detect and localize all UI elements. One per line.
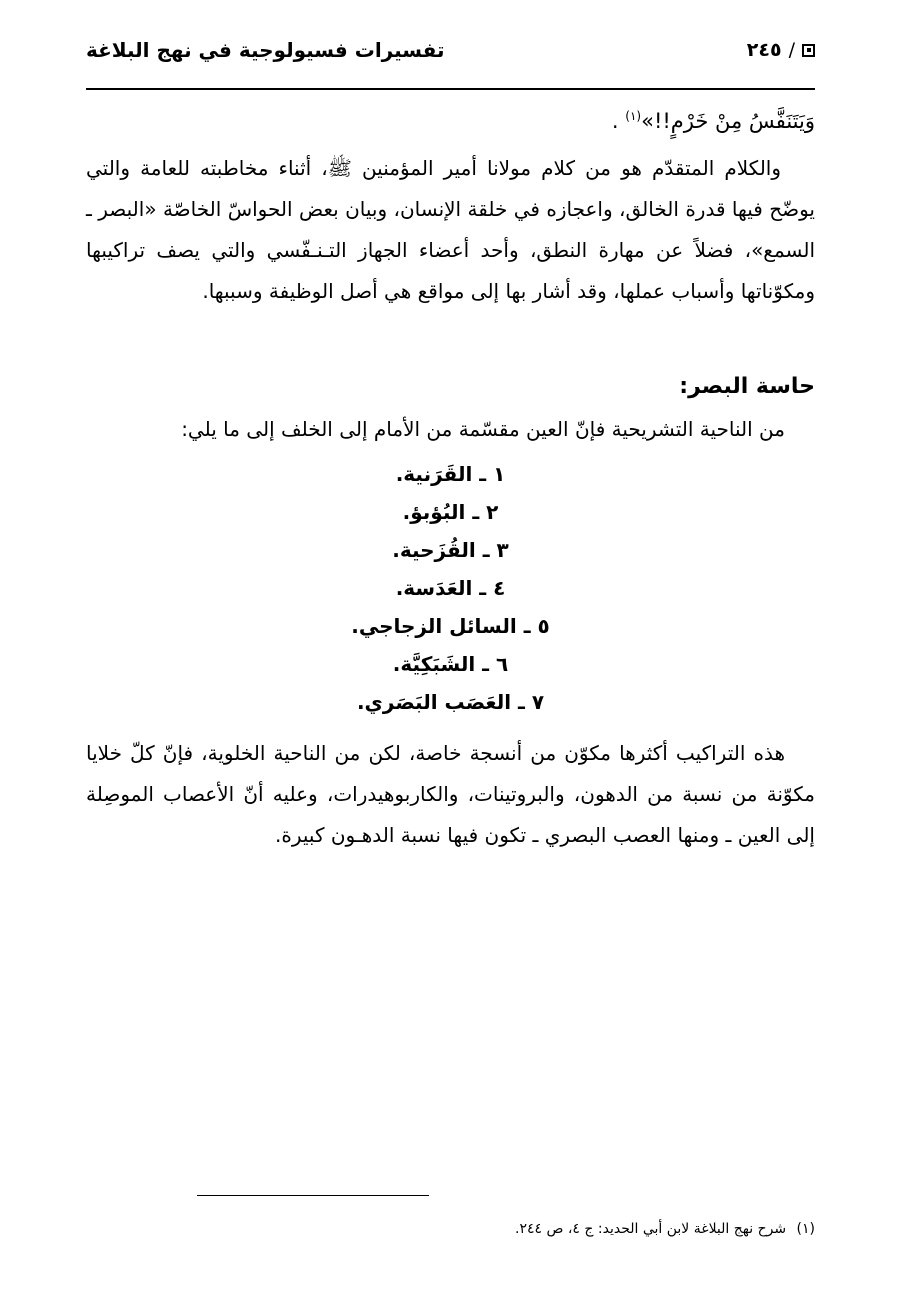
header-page-number: ٢٤٥ xyxy=(746,39,782,61)
section-heading-vision: حاسة البصر: xyxy=(679,373,815,399)
paragraph-two: هذه التراكيب أكثرها مكوّن من أنسجة خاصة، لكن من الناحية الخلوية، فإنّ كلّ خلايا مكوّنة من نسبة من الدهون، والبروتينات، والكاربوهيدرات، وعليه أنّ الأعصاب الموصِلة إلى العين ـ ومنها العصب البصري ـ تكون فيها نسبة الدهـون كبيرة. xyxy=(86,740,815,847)
section-intro-line: من الناحية التشريحية فإنّ العين مقسّمة من الأمام إلى الخلف إلى ما يلي: xyxy=(181,416,785,441)
quote-line xyxy=(86,104,815,140)
list-item: ٦ ـ الشَبَكِيَّة. xyxy=(392,651,509,676)
footnote-reference: (١) xyxy=(625,109,642,123)
quote-text: وَيَتَنَفَّسُ مِنْ خَرْمٍ!!» xyxy=(641,109,815,133)
page-content xyxy=(86,104,815,856)
header-book-title: تفسيرات فسيولوجية في نهج البلاغة xyxy=(86,38,445,62)
footnote-area xyxy=(96,1218,815,1240)
list-item: ٧ ـ العَصَب البَصَري. xyxy=(356,689,545,714)
paragraph-one: والكلام المتقدّم هو من كلام مولانا أمير المؤمنين ﷺ، أثناء مخاطبته للعامة والتي يوضّح فيها قدرة الخالق، واعجازه في خلقة الإنسان، وبيان بعض الحواسّ الخاصّة «البصر ـ السمع»، فضلاً عن مهارة النطق، وأحد أعضاء الجهاز التـنـفّسي والتي يصف تراكيبها ومكوّناتها وأسباب عملها، وقد أشار بها إلى مواقع هي أصل الوظيفة وسببها. xyxy=(86,155,815,303)
list-item: ١ ـ القَرَنية. xyxy=(395,461,506,486)
list-item: ٣ ـ القُزَحية. xyxy=(392,537,509,562)
footnote-divider xyxy=(197,1195,429,1196)
list-item: ٤ ـ العَدَسة. xyxy=(395,575,506,600)
eye-parts-list xyxy=(86,455,815,721)
page-header xyxy=(86,38,815,62)
footnote-mark: (١) xyxy=(796,1220,815,1237)
header-divider xyxy=(86,88,815,90)
list-item: ٥ ـ السائل الزجاجي. xyxy=(351,613,550,638)
header-separator: / xyxy=(788,39,795,61)
list-item: ٢ ـ البُؤبؤ. xyxy=(402,499,499,524)
footnote-text: شرح نهج البلاغة لابن أبي الحديد: ج ٤، ص ٢٤٤. xyxy=(515,1220,787,1237)
square-dot-icon xyxy=(802,44,815,57)
quote-trailing-punct: . xyxy=(611,109,626,133)
header-page-indicator xyxy=(747,39,815,61)
